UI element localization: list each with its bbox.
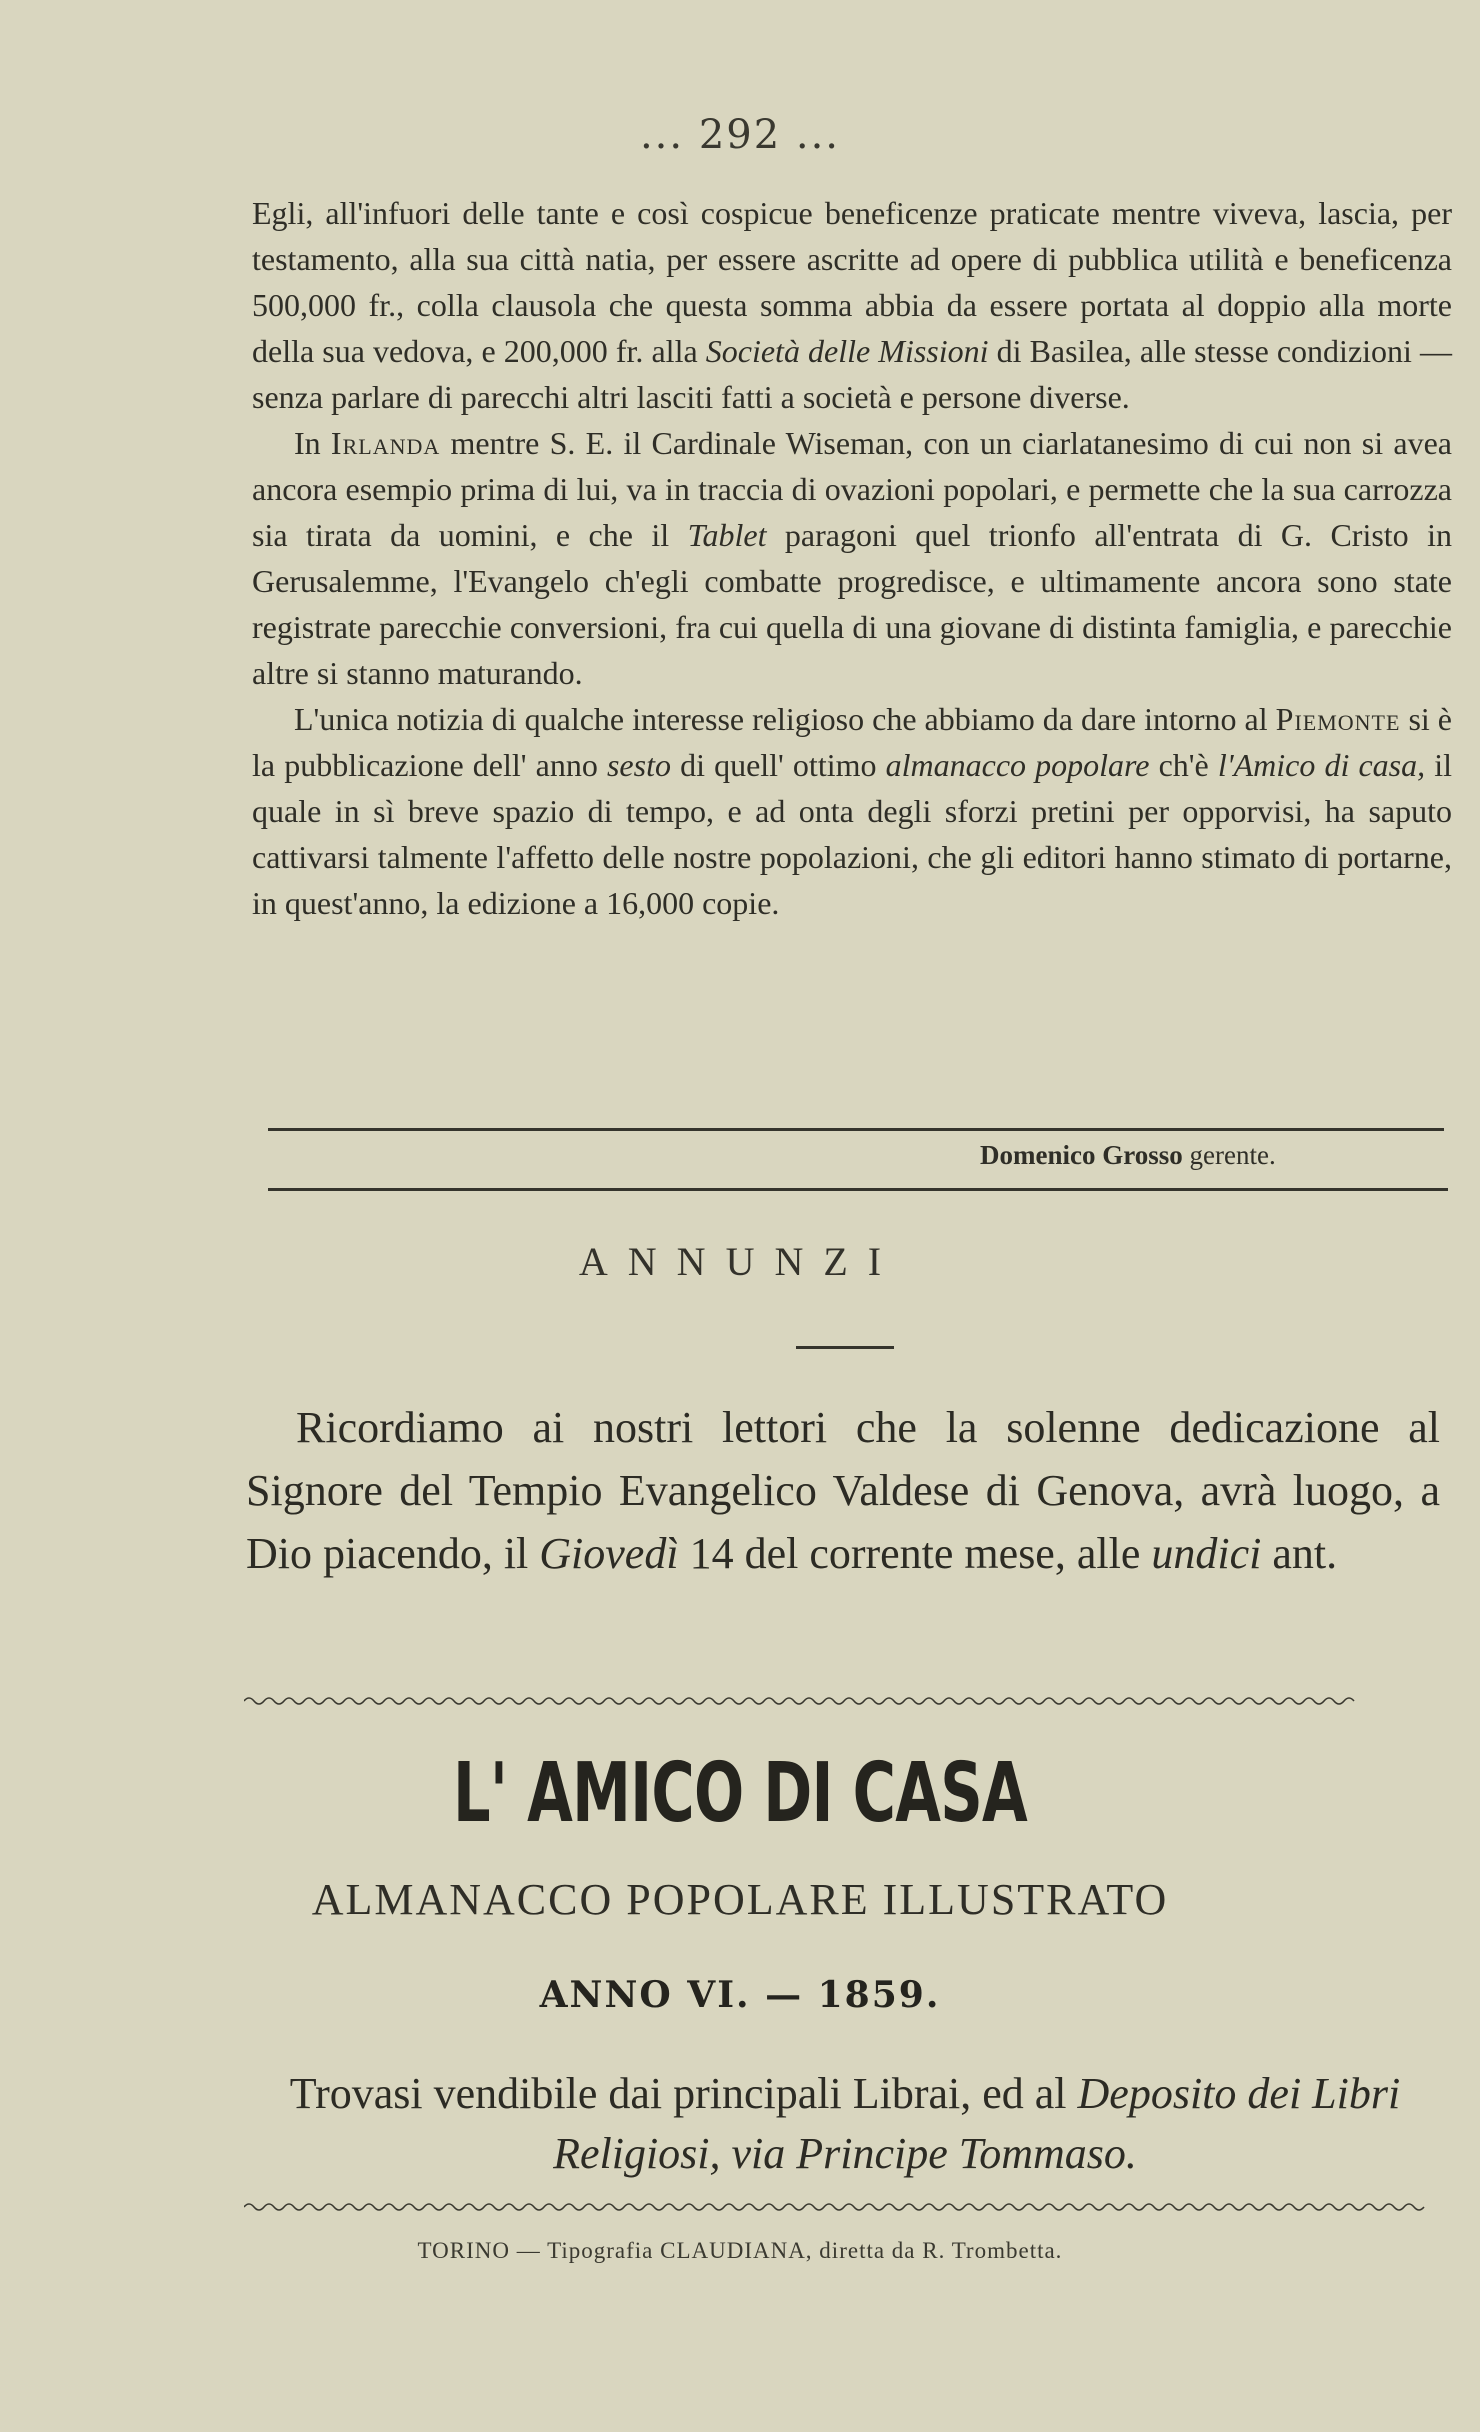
notice-text-c: 14 del corrente mese, alle: [678, 1529, 1152, 1578]
notice-italic-day: Giovedì: [539, 1529, 679, 1578]
paragraph-2: [252, 420, 1452, 696]
advert-availability: [250, 2064, 1440, 2184]
rule-top: [268, 1128, 1444, 1131]
p3-text-g: ch'è: [1149, 747, 1218, 783]
p3-text-i: il quale in sì breve spazio di tempo, e ad onta degli sforzi pretini per opporvisi, ha saputo cattivarsi talmente l'affetto delle nostre popolazioni, che gli editori hanno stimato di portarne, in quest'anno, la edizione a 16,000 copie.: [252, 747, 1453, 921]
p2-text-e: paragoni quel trionfo all'entrata di G. Cristo in Gerusalemme, l'Evangelo ch'egli combatte progredisce, e ultimamente ancora sono state registrate parecchie conversioni, fra cui quella di una giovane di distinta famiglia, e parecchie altre si stanno maturando.: [252, 517, 1453, 691]
p2-text-c: mentre S. E. il Cardinale Wiseman, con un ciarlatanesimo di cui non si avea ancora esempio prima di lui, va in traccia di ovazioni popolari, e permette che la sua carrozza sia tirata da uomini, e che il: [252, 425, 1453, 553]
p3-text-e: di quell' ottimo: [670, 747, 886, 783]
p3-text-a: L'unica notizia di qualche interesse religioso che abbiamo da dare intorno al: [294, 701, 1276, 737]
notice-text-a: Ricordiamo ai nostri lettori che la solenne dedicazione al Signore del Tempio Evangelico Valdese di Genova, avrà luogo, a Dio piacendo, il: [246, 1403, 1440, 1578]
p3-smallcaps-piemonte: Piemonte: [1275, 701, 1401, 737]
wavy-rule-bottom: [244, 2200, 1432, 2214]
p2-italic-tablet: Tablet: [687, 517, 767, 553]
signature: [980, 1140, 1276, 1171]
wavy-rule-top: [244, 1694, 1432, 1708]
paragraph-3: [252, 696, 1452, 926]
dedication-notice: [246, 1396, 1440, 1585]
signature-name: Domenico Grosso: [980, 1140, 1183, 1170]
p3-text-c: si è la pubblicazione dell' anno: [252, 701, 1453, 783]
rule-bottom: [268, 1188, 1448, 1191]
p3-italic-almanacco: almanacco popolare: [885, 747, 1150, 783]
p1-text-c: di Basilea, alle stesse condizioni — senza parlare di parecchi altri lasciti fatti a società e persone diverse.: [252, 333, 1453, 415]
advert-year: ANNO VI. — 1859.: [539, 1974, 941, 2016]
annunzi-heading: ANNUNZI: [578, 1239, 902, 1284]
signature-role: gerente.: [1182, 1140, 1276, 1170]
paragraph-1: [252, 190, 1452, 420]
vendita-text: Trovasi vendibile dai principali Librai, ed al: [289, 2069, 1078, 2118]
notice-italic-hour: undici: [1151, 1529, 1262, 1578]
p1-italic-society: Società delle Missioni: [705, 333, 989, 369]
p3-italic-amico: l'Amico di casa,: [1217, 747, 1426, 783]
annunzi-divider: [796, 1346, 894, 1349]
advert-subtitle: ALMANACCO POPOLARE ILLUSTRATO: [311, 1875, 1169, 1924]
p1-text-a: Egli, all'infuori delle tante e così cospicue beneficenze praticate mentre viveva, lascia, per testamento, alla sua città natia, per essere ascritte ad opere di pubblica utilità e beneficenza 500,000 fr., colla clausola che questa somma abbia da essere portata al doppio alla morte della sua vedova, e 200,000 fr. alla: [252, 195, 1452, 369]
page-number: ... 292 ...: [639, 112, 841, 158]
advert-title: L' AMICO DI CASA: [453, 1746, 1027, 1841]
p3-italic-sesto: sesto: [606, 747, 671, 783]
notice-text-e: ant.: [1261, 1529, 1338, 1578]
article-body: [252, 190, 1452, 926]
imprint: TORINO — Tipografia CLAUDIANA, diretta da R. Trombetta.: [417, 2238, 1063, 2263]
p2-text-a: In: [294, 425, 331, 461]
p2-smallcaps-irlanda: Irlanda: [330, 425, 441, 461]
vendita-italic: Deposito dei Libri Religiosi, via Principe Tommaso.: [553, 2069, 1401, 2178]
